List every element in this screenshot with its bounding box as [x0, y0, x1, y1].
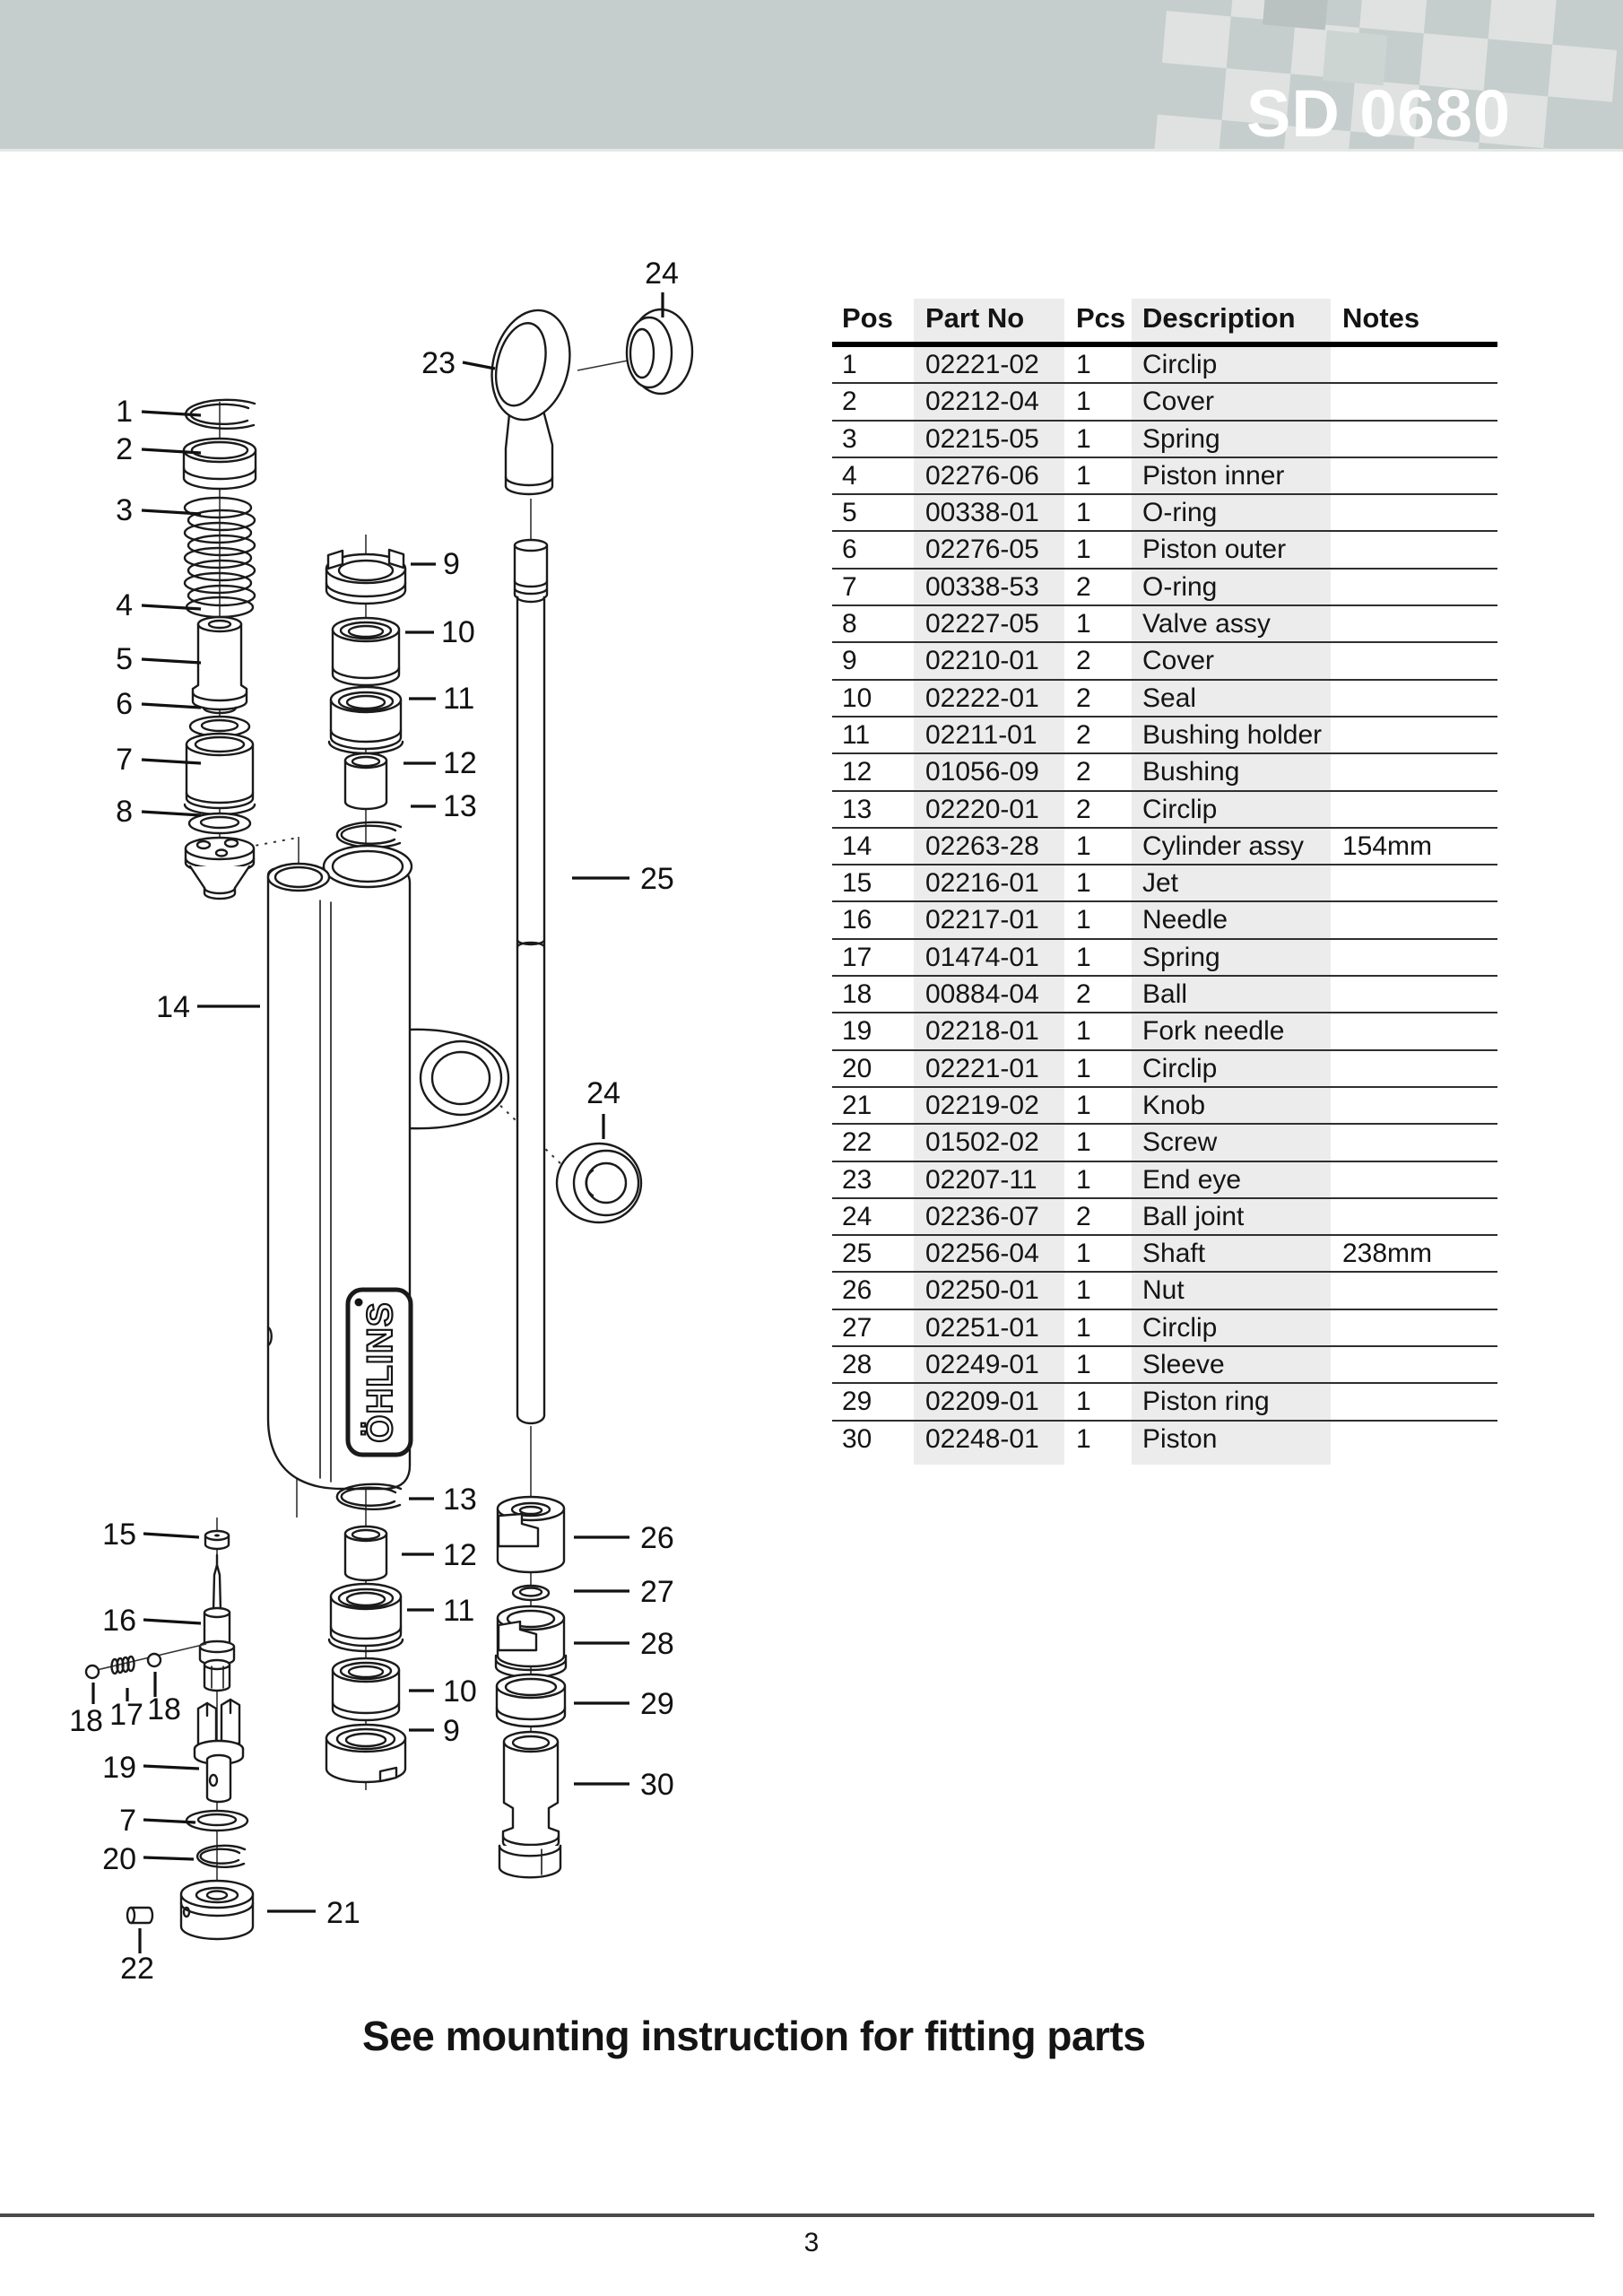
part-valve-assy-8	[186, 838, 254, 899]
cell-description: Screw	[1142, 1127, 1218, 1158]
callout-label: 9	[443, 1714, 460, 1748]
cell-notes	[1331, 718, 1497, 752]
part-jet-15	[205, 1531, 229, 1549]
cell-notes	[1331, 681, 1497, 716]
cell-pcs: 1	[1076, 1275, 1091, 1306]
cell-pos: 9	[842, 646, 857, 676]
cell-pos: 27	[842, 1312, 872, 1343]
callout-label: 18	[147, 1692, 181, 1726]
cell-pos: 13	[842, 794, 872, 824]
cell-part_no: 01474-01	[925, 942, 1039, 972]
callout-label: 15	[102, 1518, 136, 1552]
header-notes: Notes	[1342, 302, 1420, 334]
table-row	[832, 643, 1497, 680]
table-row	[832, 829, 1497, 865]
cell-pos: 11	[842, 719, 871, 750]
header-part-no: Part No	[925, 302, 1025, 334]
cell-pcs: 1	[1076, 387, 1091, 417]
cell-notes	[1331, 1125, 1497, 1160]
cell-pcs: 1	[1076, 460, 1091, 491]
table-row	[832, 1422, 1497, 1458]
part-oring-7-bottom	[187, 1811, 247, 1831]
part-screw-22	[127, 1908, 152, 1923]
cell-description: Valve assy	[1142, 609, 1271, 639]
cell-pos: 26	[842, 1275, 872, 1306]
table-row	[832, 865, 1497, 902]
part-bushing-holder-11-bottom	[329, 1584, 403, 1651]
cell-description: Cover	[1142, 646, 1215, 676]
cell-description: Ball	[1142, 979, 1188, 1010]
cell-part_no: 02227-05	[925, 609, 1039, 639]
part-cylinder-assy-14	[268, 846, 508, 1489]
cell-part_no: 02250-01	[925, 1275, 1039, 1306]
table-row	[832, 1273, 1497, 1309]
table-row	[832, 718, 1497, 754]
cell-description: Spring	[1142, 942, 1220, 972]
callout-label: 7	[119, 1804, 136, 1838]
cell-pcs: 1	[1076, 942, 1091, 972]
cell-part_no: 02212-04	[925, 387, 1039, 417]
cell-notes	[1331, 532, 1497, 567]
callout-label: 30	[640, 1768, 674, 1802]
cell-description: Ball joint	[1142, 1201, 1245, 1231]
cell-pcs: 1	[1076, 905, 1091, 935]
cell-part_no: 02221-02	[925, 350, 1039, 379]
cell-notes	[1331, 1347, 1497, 1382]
callout-label: 14	[156, 990, 190, 1024]
cell-notes	[1331, 1310, 1497, 1345]
header-pos: Pos	[842, 302, 893, 334]
callout-label: 19	[102, 1751, 136, 1785]
callout-label: 11	[443, 1594, 475, 1628]
cell-pcs: 1	[1076, 609, 1091, 639]
table-row	[832, 977, 1497, 1013]
cell-pos: 3	[842, 423, 857, 454]
table-row	[832, 1199, 1497, 1236]
cell-pos: 15	[842, 868, 872, 899]
cell-part_no: 02248-01	[925, 1423, 1039, 1454]
cell-part_no: 02220-01	[925, 794, 1039, 824]
cell-notes	[1331, 384, 1497, 419]
table-row	[832, 1088, 1497, 1125]
cell-description: Spring	[1142, 423, 1220, 454]
cell-pcs: 1	[1076, 1239, 1091, 1269]
exploded-parts-diagram	[0, 0, 807, 2296]
table-row	[832, 754, 1497, 791]
part-fork-needle-19	[195, 1700, 243, 1802]
part-cover-9-bottom	[326, 1725, 405, 1782]
cell-pos: 28	[842, 1350, 872, 1380]
cell-pcs: 1	[1076, 350, 1091, 379]
cell-pos: 30	[842, 1423, 872, 1454]
cell-description: Jet	[1142, 868, 1179, 899]
cell-pos: 24	[842, 1201, 872, 1231]
table-row	[832, 532, 1497, 569]
cell-pos: 20	[842, 1053, 872, 1083]
callout-label: 5	[116, 642, 133, 676]
cell-pcs: 2	[1076, 683, 1091, 713]
cell-description: Shaft	[1142, 1239, 1206, 1269]
callout-label: 20	[102, 1842, 136, 1876]
callout-label: 24	[586, 1076, 621, 1110]
cell-pos: 22	[842, 1127, 872, 1158]
callout-label: 10	[441, 615, 475, 649]
cell-notes	[1331, 940, 1497, 975]
cell-notes	[1331, 977, 1497, 1012]
cell-notes	[1331, 1199, 1497, 1234]
cell-pcs: 2	[1076, 1201, 1091, 1231]
cell-description: Sleeve	[1142, 1350, 1225, 1380]
cell-description: Piston outer	[1142, 535, 1287, 565]
part-bushing-holder-11	[329, 687, 403, 753]
cell-notes	[1331, 495, 1497, 530]
cell-notes	[1331, 1013, 1497, 1048]
callout-label: 24	[645, 257, 679, 291]
table-row	[832, 681, 1497, 718]
ohlins-logo-text: ÖHLINS	[360, 1301, 400, 1443]
cell-notes	[1331, 458, 1497, 493]
header-pcs: Pcs	[1076, 302, 1126, 334]
callout-label: 12	[443, 1538, 477, 1572]
mounting-caption: See mounting instruction for fitting parts	[362, 2013, 1146, 2059]
part-sleeve-28	[496, 1606, 566, 1677]
table-row	[832, 458, 1497, 495]
cell-part_no: 02217-01	[925, 905, 1039, 935]
cell-pos: 18	[842, 979, 872, 1010]
cell-pcs: 2	[1076, 794, 1091, 824]
cell-description: Piston	[1142, 1423, 1218, 1454]
cell-description: Cover	[1142, 387, 1215, 417]
cell-description: Seal	[1142, 683, 1197, 713]
cell-notes	[1331, 422, 1497, 457]
part-nut-26	[498, 1497, 564, 1572]
callout-label: 26	[640, 1521, 674, 1555]
cell-description: Bushing	[1142, 757, 1240, 787]
part-piston-inner-4	[193, 617, 247, 713]
table-row	[832, 1013, 1497, 1050]
cell-pcs: 1	[1076, 535, 1091, 565]
callout-label: 10	[443, 1674, 477, 1709]
cell-pos: 23	[842, 1164, 872, 1195]
cell-pcs: 1	[1076, 868, 1091, 899]
part-circlip-13	[337, 822, 401, 848]
callout-label: 18	[69, 1704, 103, 1738]
cell-description: O-ring	[1142, 498, 1218, 528]
cell-pos: 5	[842, 498, 857, 528]
table-row	[832, 1347, 1497, 1384]
cell-description: Nut	[1142, 1275, 1185, 1306]
cell-part_no: 02221-01	[925, 1053, 1039, 1083]
page-title: SD 0680	[1246, 76, 1511, 151]
table-row	[832, 1310, 1497, 1347]
cell-part_no: 02276-06	[925, 460, 1039, 491]
part-seal-10-bottom	[333, 1658, 399, 1720]
cell-notes: 238mm	[1342, 1239, 1433, 1269]
callout-label: 22	[120, 1952, 154, 1986]
part-shaft-25	[515, 540, 547, 1423]
parts-table	[832, 299, 1497, 1458]
callout-label: 8	[116, 795, 133, 829]
cell-pcs: 1	[1076, 1423, 1091, 1454]
cell-pos: 10	[842, 683, 872, 713]
cell-part_no: 02276-05	[925, 535, 1039, 565]
cell-part_no: 02219-02	[925, 1090, 1039, 1120]
table-row	[832, 1051, 1497, 1088]
callout-label: 25	[640, 862, 674, 896]
part-knob-21	[181, 1881, 253, 1939]
table-row	[832, 422, 1497, 458]
cell-part_no: 02207-11	[925, 1164, 1037, 1195]
callout-label: 12	[443, 746, 477, 780]
cell-part_no: 02218-01	[925, 1016, 1039, 1047]
cell-pos: 25	[842, 1239, 872, 1269]
cell-pos: 19	[842, 1016, 872, 1047]
part-ball-joint-24-top	[627, 309, 692, 394]
part-needle-16	[200, 1555, 234, 1691]
cell-notes	[1331, 1162, 1497, 1197]
cell-pcs: 2	[1076, 571, 1091, 602]
cell-part_no: 01502-02	[925, 1127, 1039, 1158]
part-piston-30	[499, 1732, 560, 1877]
part-bushing-12-bottom	[345, 1526, 386, 1580]
callout-label: 13	[443, 1483, 477, 1517]
cell-pcs: 2	[1076, 646, 1091, 676]
cell-notes: 154mm	[1342, 831, 1433, 861]
callout-label: 4	[116, 588, 133, 622]
cell-pcs: 1	[1076, 1090, 1091, 1120]
cell-description: Needle	[1142, 905, 1228, 935]
cell-pcs: 1	[1076, 1127, 1091, 1158]
callout-label: 9	[443, 547, 460, 581]
cell-description: Circlip	[1142, 1053, 1218, 1083]
part-piston-ring-29	[497, 1674, 565, 1726]
callout-label: 29	[640, 1687, 674, 1721]
cell-notes	[1331, 1384, 1497, 1419]
cell-pcs: 2	[1076, 979, 1091, 1010]
table-row	[832, 384, 1497, 421]
cell-part_no: 02256-04	[925, 1239, 1039, 1269]
callout-label: 17	[109, 1698, 143, 1732]
cell-description: Bushing holder	[1142, 719, 1323, 750]
cell-pos: 4	[842, 460, 857, 491]
cell-part_no: 02215-05	[925, 423, 1039, 454]
table-row	[832, 1162, 1497, 1199]
cell-pos: 16	[842, 905, 872, 935]
table-row	[832, 902, 1497, 939]
cell-pcs: 1	[1076, 1350, 1091, 1380]
table-row	[832, 792, 1497, 829]
cell-part_no: 00884-04	[925, 979, 1039, 1010]
part-seal-10	[333, 618, 399, 685]
cell-pos: 8	[842, 609, 857, 639]
table-row	[832, 606, 1497, 643]
cell-description: Knob	[1142, 1090, 1206, 1120]
part-cover-2	[184, 439, 256, 489]
cell-notes	[1331, 570, 1497, 604]
cell-description: Circlip	[1142, 1312, 1218, 1343]
callout-label: 7	[116, 743, 133, 777]
cell-pcs: 2	[1076, 757, 1091, 787]
cell-part_no: 00338-53	[925, 571, 1039, 602]
callout-label: 2	[116, 432, 133, 466]
cell-pcs: 1	[1076, 1053, 1091, 1083]
cell-part_no: 02211-01	[925, 719, 1037, 750]
cell-pos: 1	[842, 350, 857, 379]
part-cover-9	[326, 550, 405, 604]
callout-label: 23	[421, 346, 456, 380]
cell-description: O-ring	[1142, 571, 1218, 602]
cell-notes	[1331, 1051, 1497, 1086]
cell-part_no: 02251-01	[925, 1312, 1039, 1343]
cell-notes	[1331, 643, 1497, 678]
cell-part_no: 02210-01	[925, 646, 1039, 676]
part-circlip-27	[513, 1586, 549, 1600]
part-piston-outer-6	[185, 734, 255, 814]
cell-pos: 12	[842, 757, 872, 787]
table-header-row	[832, 299, 1497, 347]
cell-description: Piston ring	[1142, 1387, 1270, 1417]
cell-pcs: 1	[1076, 1312, 1091, 1343]
callout-label: 28	[640, 1627, 674, 1661]
cell-part_no: 02263-28	[925, 831, 1039, 861]
cell-pos: 29	[842, 1387, 872, 1417]
callout-label: 21	[326, 1896, 360, 1930]
cell-part_no: 00338-01	[925, 498, 1039, 528]
part-circlip-20	[197, 1846, 245, 1867]
cell-notes	[1331, 902, 1497, 937]
cell-pos: 17	[842, 942, 872, 972]
table-row	[832, 940, 1497, 977]
table-row	[832, 1236, 1497, 1273]
table-row	[832, 495, 1497, 532]
callout-label: 1	[116, 395, 133, 429]
cell-part_no: 02249-01	[925, 1350, 1039, 1380]
part-end-eye-23	[481, 302, 581, 494]
cell-pcs: 2	[1076, 719, 1091, 750]
cell-notes	[1331, 1273, 1497, 1308]
cell-description: Circlip	[1142, 350, 1218, 379]
cell-pcs: 1	[1076, 1164, 1091, 1195]
header-description: Description	[1142, 302, 1296, 334]
cell-pos: 7	[842, 571, 857, 602]
callout-label: 13	[443, 789, 477, 823]
cell-pos: 14	[842, 831, 872, 861]
parts-table-rows	[832, 347, 1497, 1458]
callout-label: 3	[116, 493, 133, 527]
cell-part_no: 01056-09	[925, 757, 1039, 787]
cell-pcs: 1	[1076, 831, 1091, 861]
cell-notes	[1331, 1088, 1497, 1123]
cell-description: Fork needle	[1142, 1016, 1285, 1047]
callout-label: 11	[443, 682, 475, 716]
cell-description: Piston inner	[1142, 460, 1285, 491]
cell-pos: 21	[842, 1090, 872, 1120]
part-ball-joint-24-mid	[557, 1144, 641, 1222]
cell-notes	[1331, 754, 1497, 789]
table-row	[832, 347, 1497, 384]
cell-notes	[1331, 606, 1497, 641]
cell-part_no: 02209-01	[925, 1387, 1039, 1417]
cell-notes	[1331, 347, 1497, 382]
table-row	[832, 1125, 1497, 1161]
cell-pcs: 1	[1076, 1387, 1091, 1417]
callout-label: 16	[102, 1604, 136, 1638]
callout-label: 27	[640, 1575, 674, 1609]
cell-notes	[1331, 865, 1497, 900]
cell-part_no: 02222-01	[925, 683, 1039, 713]
table-row	[832, 1384, 1497, 1421]
callout-label: 6	[116, 687, 133, 721]
cell-description: Circlip	[1142, 794, 1218, 824]
table-row	[832, 570, 1497, 606]
cell-part_no: 02236-07	[925, 1201, 1039, 1231]
part-bushing-12	[345, 753, 386, 809]
page-number: 3	[803, 2228, 820, 2257]
cell-pcs: 1	[1076, 1016, 1091, 1047]
cell-notes	[1331, 792, 1497, 827]
cell-pos: 2	[842, 387, 857, 417]
cell-description: End eye	[1142, 1164, 1242, 1195]
cell-description: Cylinder assy	[1142, 831, 1305, 861]
cell-pcs: 1	[1076, 498, 1091, 528]
cell-part_no: 02216-01	[925, 868, 1039, 899]
cell-notes	[1331, 1422, 1497, 1458]
cell-pcs: 1	[1076, 423, 1091, 454]
cell-pos: 6	[842, 535, 857, 565]
